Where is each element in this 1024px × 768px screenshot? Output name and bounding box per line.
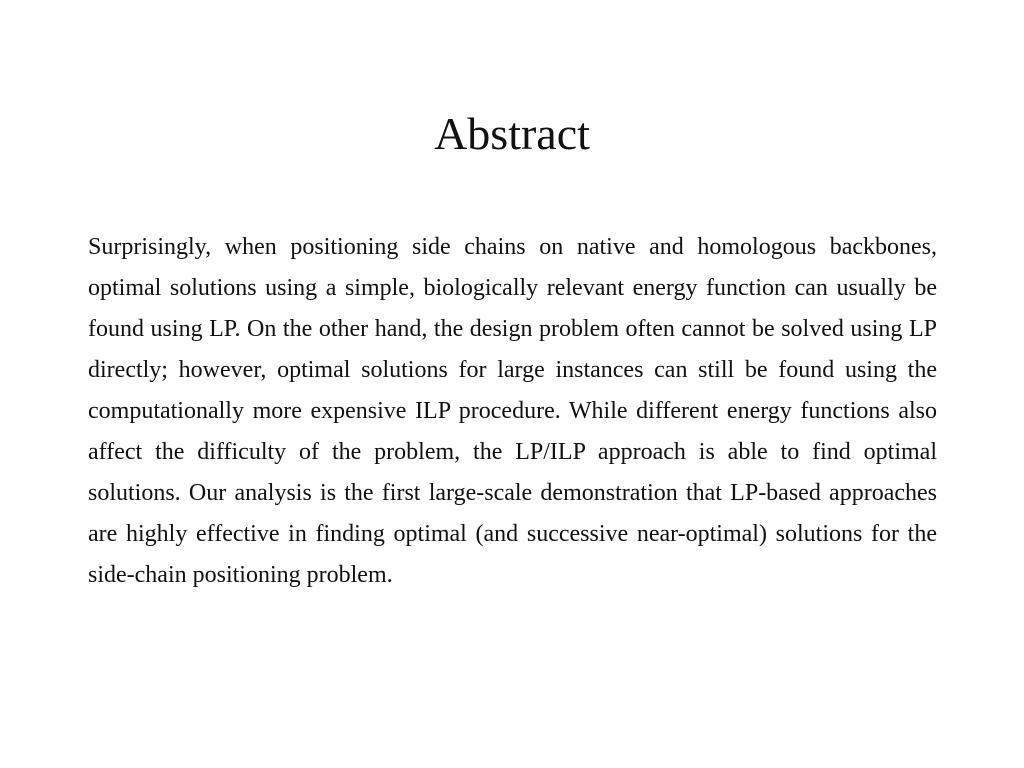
- slide-title: Abstract: [434, 108, 590, 159]
- abstract-body: Surprisingly, when positioning side chains on native and homologous backbones, optimal solutions using a simple, biologically relevant energy function can usually be found using LP. On the other hand, the design problem often cannot be solved using LP directly; however, optimal solutions for large instances can still be found using the computationally more expensive ILP procedure. While different energy functions also affect the difficulty of the problem, the LP/ILP approach is able to find optimal solutions. Our analysis is the first large-scale demonstration that LP-based approaches are highly effective in finding optimal (and successive near-optimal) solutions for the side-chain positioning problem.: [88, 234, 937, 588]
